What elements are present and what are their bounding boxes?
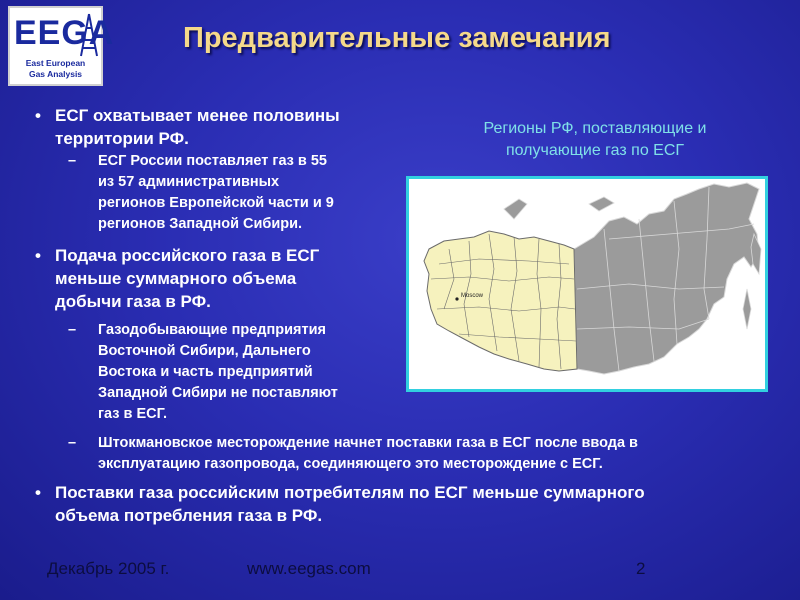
sub-2-1-line4: Западной Сибири не поставляют: [98, 385, 338, 401]
bullet-1-line1: ЕСГ охватывает менее половины: [55, 106, 340, 125]
bullet-2-line2: меньше суммарного объема: [55, 269, 297, 288]
moscow-marker: [455, 297, 458, 300]
bullet-dot: •: [35, 106, 41, 125]
page-title: Предварительные замечания: [183, 22, 611, 54]
bullet-dot: •: [35, 246, 41, 265]
sub-2-1-line3: Востока и часть предприятий: [98, 364, 313, 380]
sub-1-1-line3: регионов Европейской части и 9: [98, 195, 334, 211]
sub-dash: –: [68, 153, 77, 169]
map-island-sakhalin: [743, 289, 751, 329]
bullet-3-line1: Поставки газа российским потребителям по ЕСГ меньше суммарного: [55, 483, 645, 502]
footer-date: Декабрь 2005 г.: [47, 559, 170, 578]
sub-bullet-1-1: [68, 151, 334, 235]
sub-2-2-line1: Штокмановское месторождение начнет поставки газа в ЕСГ после ввода в: [98, 435, 638, 451]
map-island-novaya-zemlya: [504, 199, 527, 219]
logo-abbr: EEGA: [14, 14, 115, 52]
bullet-1: [35, 104, 340, 150]
bullet-2: [35, 244, 320, 313]
gas-tower-icon: [78, 12, 100, 58]
footer-site: www.eegas.com: [247, 559, 371, 578]
sub-bullet-2-1: [68, 320, 338, 425]
footer-page-number: 2: [636, 559, 646, 578]
sub-dash: –: [68, 322, 77, 338]
sub-2-1-line1: Газодобывающие предприятия: [98, 322, 326, 338]
map-island-north: [589, 197, 614, 211]
eega-logo: [8, 6, 115, 86]
sub-2-1-line2: Восточной Сибири, Дальнего: [98, 343, 311, 359]
map-region-east: [574, 183, 759, 374]
map-peninsula-kamchatka: [751, 234, 761, 274]
bullet-3: [35, 481, 645, 527]
moscow-label: Moscow: [461, 293, 484, 299]
russia-map-graphic: [409, 179, 765, 389]
bullet-2-line1: Подача российского газа в ЕСГ: [55, 246, 320, 265]
sub-bullet-2-2: [68, 433, 638, 475]
logo-line1: East European: [25, 58, 86, 68]
bullet-1-line2: территории РФ.: [55, 129, 189, 148]
sub-2-1-line5: газ в ЕСГ.: [98, 406, 168, 422]
map-caption: [425, 118, 765, 162]
map-caption-line1: Регионы РФ, поставляющие и: [483, 120, 707, 137]
bullet-3-line2: объема потребления газа в РФ.: [55, 506, 323, 525]
logo-line2: Gas Analysis: [28, 69, 83, 79]
bullet-dot: •: [35, 483, 41, 502]
map-caption-line2: получающие газ по ЕСГ: [505, 142, 685, 159]
russia-regions-map: [406, 176, 768, 392]
sub-dash: –: [68, 435, 77, 451]
sub-1-1-line1: ЕСГ России поставляет газ в 55: [98, 153, 327, 169]
sub-1-1-line4: регионов Западной Сибири.: [98, 216, 303, 232]
sub-1-1-line2: из 57 административных: [98, 174, 280, 190]
sub-2-2-line2: эксплуатацию газопровода, соединяющего это месторождение с ЕСГ.: [98, 456, 603, 472]
bullet-2-line3: добычи газа в РФ.: [55, 292, 211, 311]
